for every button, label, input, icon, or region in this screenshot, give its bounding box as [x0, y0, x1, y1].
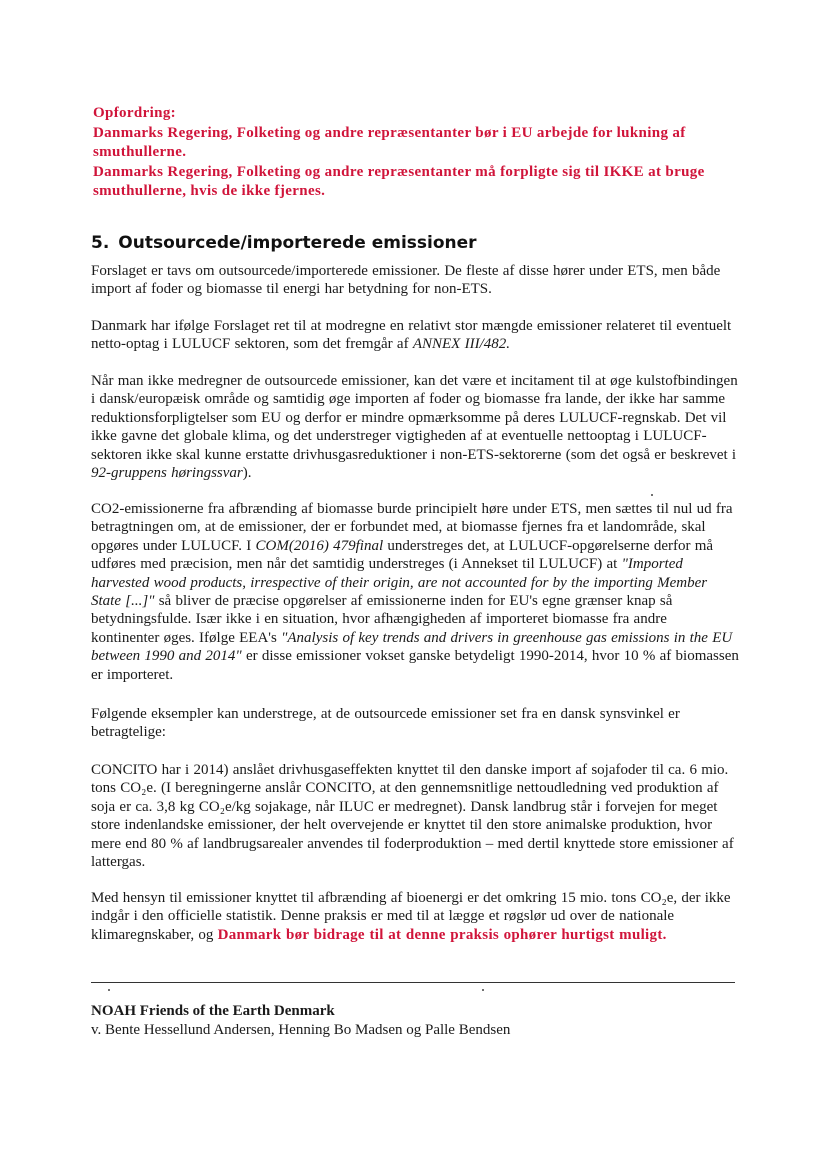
paragraph-1: Forslaget er tavs om outsourcede/importerede emissioner. De fleste af disse hører under ETS, men både import af foder og biomasse til energi har betydning for non-ETS. — [91, 263, 721, 298]
signature-organization: NOAH Friends of the Earth Denmark — [91, 1003, 335, 1019]
paragraph-6: CONCITO har i 2014) anslået drivhusgaseffekten knyttet til den danske import af sojafoder til ca. 6 mio. tons CO₂e. (I beregningerne anslår CONCITO, at den gennemsnitlige nettoudledning ved produktion af soja er ca. 3,8 kg CO₂e/kg sojakage, når ILUC er medregnet). Dansk landbrug står i forvejen for meget store indenlandske emissioner, der helt overvejende er knyttet til den store animalske produktion, hvor mere end 80 % af landbrugsarealer anvendes til foderproduktion – med dertil knyttede store emissioner af lattergas. — [91, 762, 734, 871]
call-to-action: Danmark bør bidrage til at denne praksis ophører hurtigst muligt. — [217, 926, 667, 943]
paragraph-5: Følgende eksempler kan understrege, at de outsourcede emissioner set fra en dansk synsvinkel er betragtelige: — [91, 706, 680, 741]
scan-speck — [108, 989, 110, 991]
section-heading — [91, 233, 477, 253]
paragraph-4 — [91, 500, 739, 684]
paragraph-4-text-a: CO2-emissionerne fra afbrænding af biomasse burde principielt høre under ETS, men sættes til nul ud fra betragtningen om, at de emissioner, der er forbundet med, at biomasse fjernes fra et landområde, skal opgøres under LULUCF. I — [91, 501, 733, 554]
eea-reference: "Analysis of key trends and drivers in greenhouse gas emissions in the EU between 1990 and 2014" — [91, 629, 733, 665]
scan-speck — [651, 494, 653, 496]
paragraph-3 — [91, 372, 739, 482]
hearing-reference: 92-gruppens høringssvar — [91, 465, 243, 482]
paragraph-3-text: Når man ikke medregner de outsourcede emissioner, kan det være et incitament til at øge kulstofbindingen i dansk/europæisk område og samtidig øge importen af foder og biomasse fra lande, der ikke har samme reduktionsforpligtelser som EU og derfor er mindre opmærksomme på deres LULUCF-regnskab. Det vil ikke gavne det globale klima, og det understreger vigtigheden af at eventuelle nettooptag i LULUCF-sektoren ikke skal kunne erstatte drivhusgasreduktioner i non-ETS-sektorerne (som det også er beskrevet i — [91, 373, 738, 463]
challenge-label: Opfordring: — [93, 105, 177, 121]
section-number: 5. — [91, 233, 110, 253]
challenge-line-1: Danmarks Regering, Folketing og andre repræsentanter bør i EU arbejde for lukning af smuthullerne. — [93, 124, 686, 160]
annex-reference: ANNEX III/482. — [412, 336, 510, 353]
com-reference: COM(2016) 479final — [255, 537, 384, 554]
divider-line — [91, 982, 735, 983]
paragraph-4-text-c: så bliver de præcise opgørelser af emissionerne inden for EU's egne grænser knap så betydningsfulde. Især ikke i en situation, hvor afhængigheden af importeret biomasse fra andre kontinenter øges. Ifølge EEA's — [91, 593, 673, 646]
section-title: Outsourcede/importerede emissioner — [118, 233, 477, 253]
paragraph-2 — [91, 317, 739, 354]
paragraph-3-end: ). — [242, 465, 252, 482]
paragraph-7-text: Med hensyn til emissioner knyttet til afbrænding af bioenergi er det omkring 15 mio. tons CO₂e, der ikke indgår i den officielle statistik. Denne praksis er med til at lægge et røgslør ud over de nationale klimaregnskaber, og — [91, 890, 731, 943]
annex-quote: "Imported harvested wood products, irrespective of their origin, are not accounted for by the importing Member State [...]" — [91, 556, 708, 610]
signature-names: v. Bente Hessellund Andersen, Henning Bo Madsen og Palle Bendsen — [91, 1022, 511, 1038]
paragraph-4-text-d: er disse emissioner vokset ganske betydeligt 1990-2014, hvor 10 % af biomassen er importeret. — [91, 648, 739, 683]
challenge-line-2: Danmarks Regering, Folketing og andre repræsentanter må forpligte sig til IKKE at bruge smuthullerne, hvis de ikke fjernes. — [93, 163, 705, 199]
challenge-box — [93, 104, 743, 202]
scan-speck — [482, 989, 484, 991]
paragraph-4-text-b: understreges det, at LULUCF-opgørelserne derfor må udføres med præcision, men når det samtidig understreges (i Annekset til LULUCF) at — [91, 537, 714, 573]
paragraph-2-text: Danmark har ifølge Forslaget ret til at modregne en relativt stor mængde emissioner relateret til eventuelt netto-optag i LULUCF sektoren, som det fremgår af — [91, 318, 732, 353]
paragraph-7 — [91, 889, 739, 944]
